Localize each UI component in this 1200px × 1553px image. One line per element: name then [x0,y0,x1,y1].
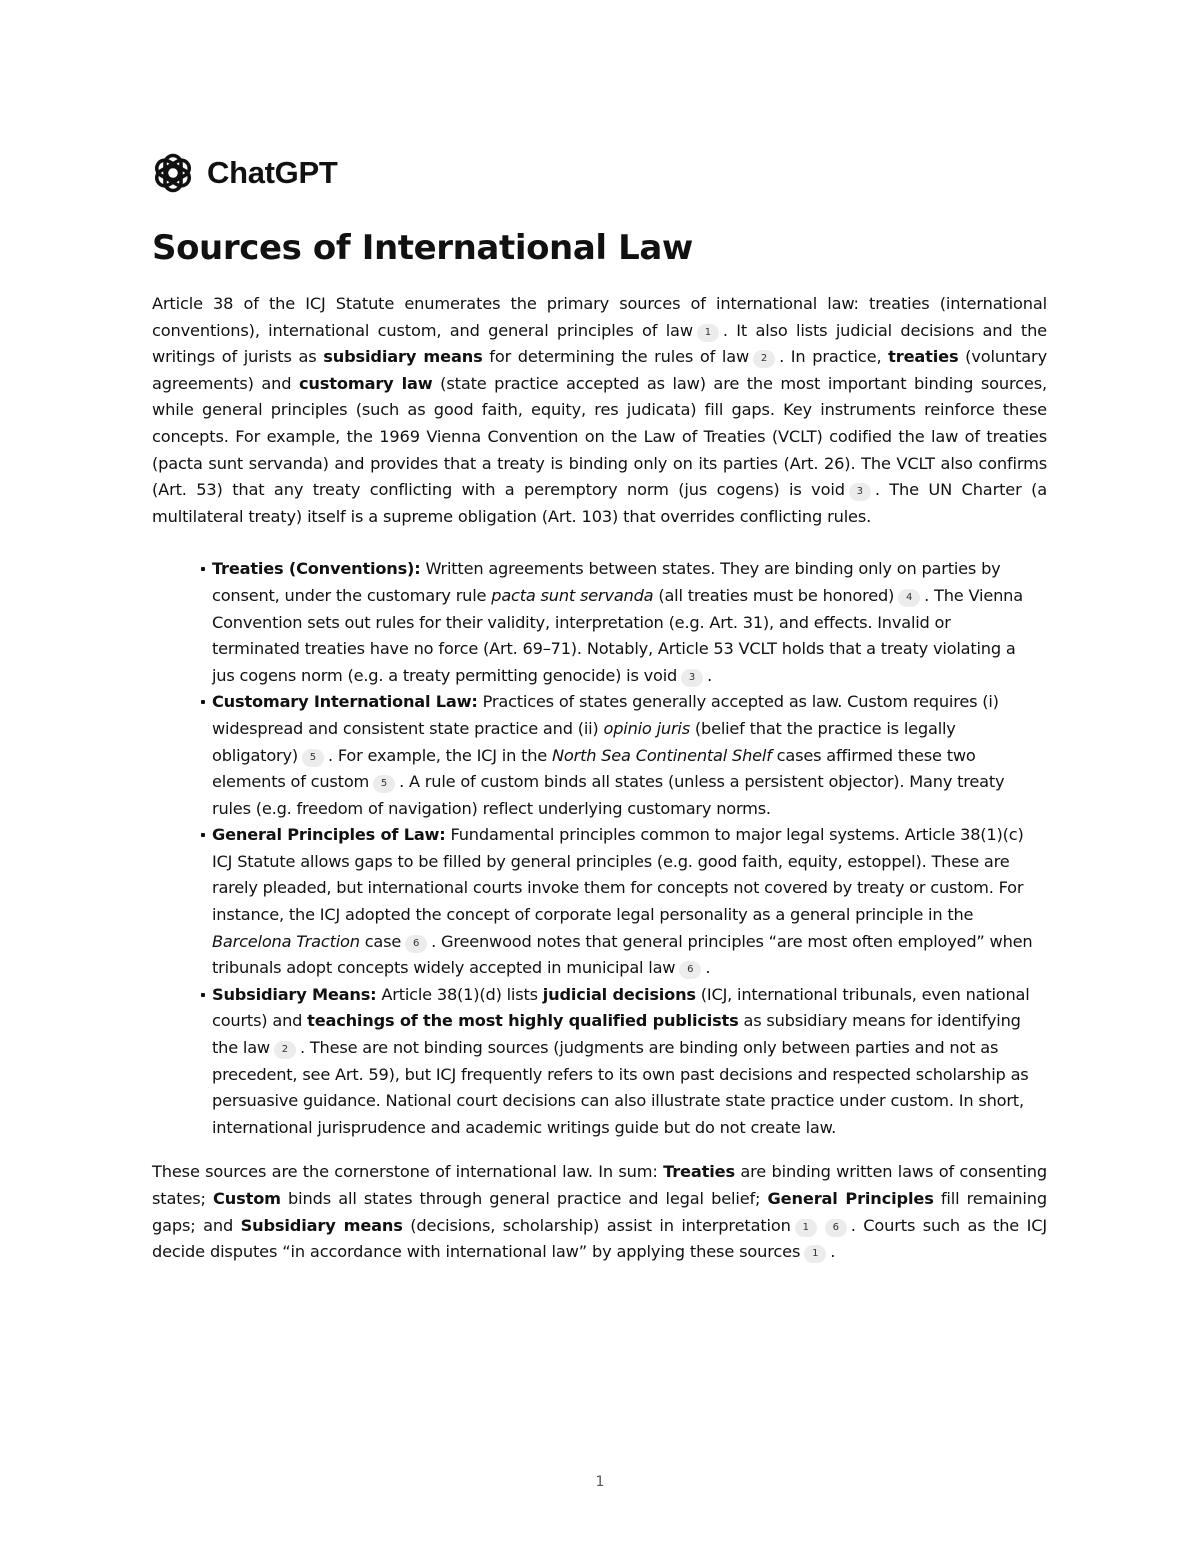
page-title: Sources of International Law [152,228,693,268]
citation-badge[interactable]: 1 [795,1219,817,1237]
citation-badge[interactable]: 6 [405,935,427,953]
citation-badge[interactable]: 6 [679,961,701,979]
citation-badge[interactable]: 4 [898,589,920,607]
citation-badge[interactable]: 1 [697,324,719,342]
closing-paragraph: These sources are the cornerstone of international law. In sum: Treaties are binding written laws of consenting states; Custom binds all states through general practice and legal belief; General Principles fill remaining gaps; and Subsidiary means (decisions, scholarship) assist in interpretation 1 6 . Courts such as the ICJ decide disputes “in accordance with international law” by applying these sources 1 . [152,1162,1047,1262]
intro-paragraph: Article 38 of the ICJ Statute enumerates the primary sources of international law: treaties (international conventions), international custom, and general principles of law 1 . It also lists judicial decisions and the writings of jurists as subsidiary means for determining the rules of law 2 . In practice, treaties (voluntary agreements) and customary law (state practice accepted as law) are the most important binding sources, while general principles (such as good faith, equity, res judicata) fill gaps. Key instruments reinforce these concepts. For example, the 1969 Vienna Convention on the Law of Treaties (VCLT) codified the law of treaties (pacta sunt servanda) and provides that a treaty is binding only on its parties (Art. 26). The VCLT also confirms (Art. 53) that any treaty conflicting with a peremptory norm (jus cogens) is void 3 . The UN Charter (a multilateral treaty) itself is a supreme obligation (Art. 103) that overrides conflicting rules. [152,294,1048,526]
list-item-general-principles: General Principles of Law: Fundamental principles common to major legal systems. Article 38(1)(c) ICJ Statute allows gaps to be filled by general principles (e.g. good faith, equity, estoppel). These are rarely pleaded, but international courts invoke them for concepts not covered by treaty or custom. For instance, the ICJ adopted the concept of corporate legal personality as a general principle in the Barcelona Traction case 6 . Greenwood notes that general principles “are most often employed” when tribunals adopt concepts widely accepted in municipal law 6 . [212,822,1047,982]
brand-header [152,150,1047,196]
page-number: 1 [595,1474,605,1490]
list-item-custom: Customary International Law: Practices of states generally accepted as law. Custom requires (i) widespread and consistent state practice and (ii) opinio juris (belief that the practice is legally obligatory) 5 . For example, the ICJ in the North Sea Continental Shelf cases affirmed these two elements of custom 5 . A rule of custom binds all states (unless a persistent objector). Many treaty rules (e.g. freedom of navigation) reflect underlying customary norms. [212,689,1047,822]
list-item-treaties: Treaties (Conventions): Written agreements between states. They are binding only on parties by consent, under the customary rule pacta sunt servanda (all treaties must be honored) 4 . The Vienna Convention sets out rules for their validity, interpretation (e.g. Art. 31), and effects. Invalid or terminated treaties have no force (Art. 69–71). Notably, Article 53 VCLT holds that a treaty violating a jus cogens norm (e.g. a treaty permitting genocide) is void 3 . [212,556,1047,689]
document-page [152,150,1047,1266]
citation-badge[interactable]: 1 [804,1245,826,1263]
citation-badge[interactable]: 5 [302,749,324,767]
citation-badge[interactable]: 3 [849,483,871,501]
openai-knot-icon [152,152,194,194]
sources-list [152,556,1047,1141]
brand-name: ChatGPT [207,155,338,190]
citation-badge[interactable]: 2 [753,350,775,368]
citation-badge[interactable]: 3 [681,669,703,687]
citation-badge[interactable]: 5 [373,775,395,793]
list-item-subsidiary-means: Subsidiary Means: Article 38(1)(d) lists judicial decisions (ICJ, international tribunals, even national courts) and teachings of the most highly qualified publicists as subsidiary means for identifying the law 2 . These are not binding sources (judgments are binding only between parties and not as precedent, see Art. 59), but ICJ frequently refers to its own past decisions and respected scholarship as persuasive guidance. National court decisions can also illustrate state practice under custom. In short, international jurisprudence and academic writings guide but do not create law. [212,982,1047,1142]
citation-badge[interactable]: 2 [274,1041,296,1059]
citation-badge[interactable]: 6 [825,1219,847,1237]
